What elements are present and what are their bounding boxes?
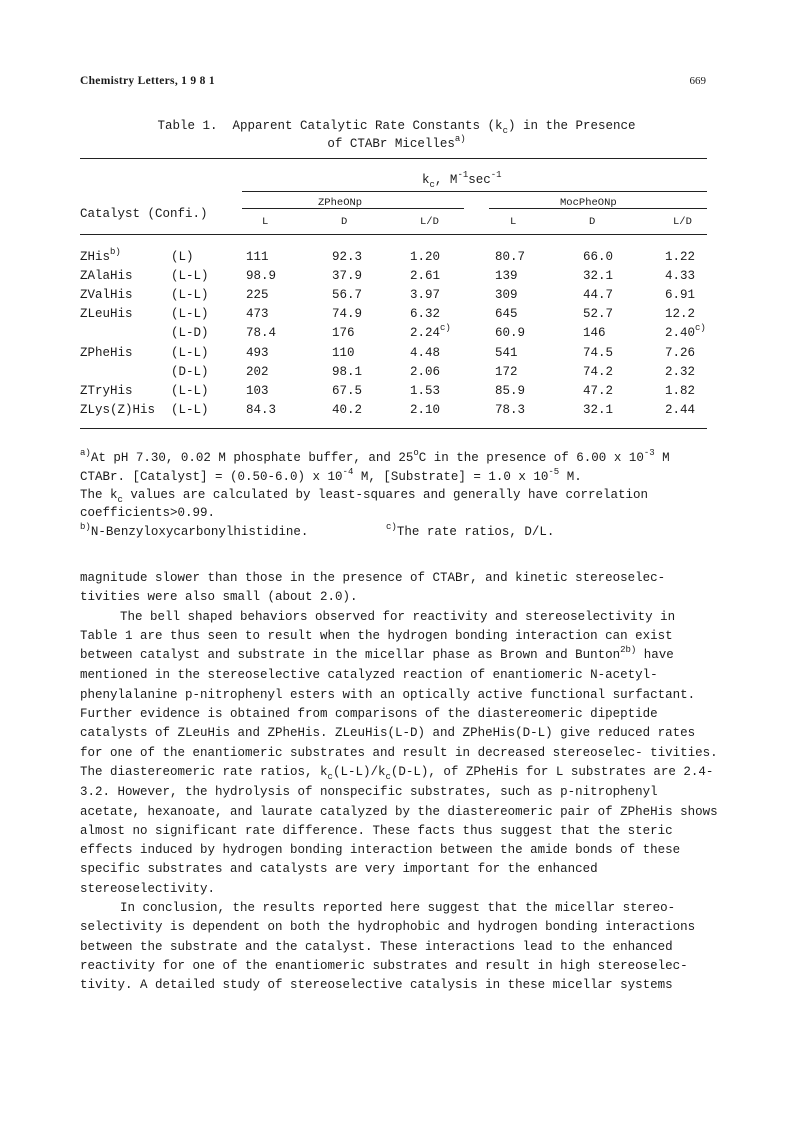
footnote-a-text: values are calculated by least-squares and generally have correlation: [122, 488, 649, 502]
cell-value: 98.9: [246, 269, 277, 284]
table-cell-r1: [410, 345, 440, 362]
cell-value: 47.2: [583, 383, 614, 398]
cell-value: 3.97: [410, 288, 441, 303]
table-cell-l1: [246, 249, 269, 265]
kc-sec: sec: [468, 173, 491, 187]
cell-footnote-sup: c): [695, 323, 706, 334]
cell-value: ZTryHis: [80, 383, 133, 398]
cell-value: 52.7: [583, 307, 614, 322]
cell-value: 40.2: [332, 402, 363, 417]
caption-prefix: Table 1.: [157, 119, 218, 133]
col-D2-header: D: [589, 216, 596, 228]
cell-value: 2.44: [665, 402, 696, 417]
table-cell-d2: [583, 345, 613, 361]
footnote-a-mark: a): [80, 448, 91, 458]
footnote-a-text: M.: [559, 470, 582, 484]
cell-value: 172: [495, 364, 518, 379]
footnote-c-text: The rate ratios, D/L.: [396, 525, 555, 539]
cell-value: (L-L): [171, 345, 209, 360]
table-cell-d2: [583, 268, 613, 284]
table-cell-d1: [332, 249, 362, 265]
paragraph-1: magnitude slower than those in the presence of CTABr, and kinetic stereoselec- tivities were also small (about 2.0).: [80, 571, 666, 605]
cell-value: 1.20: [410, 250, 441, 264]
table-cell-d2: [583, 249, 613, 265]
caption-sub: c: [502, 126, 508, 136]
cell-footnote-sup: c): [440, 323, 451, 334]
paragraph-2-text: The bell shaped behaviors observed for reactivity and stereoselectivity in Table 1 are thus seen to result when the hydrogen bonding interaction can exist between catalyst and substrate in the micellar phase as Brown and Bunton: [80, 609, 676, 663]
table-cell-d2: [583, 325, 606, 341]
cell-value: 2.06: [410, 364, 441, 379]
table-cell-conf: [171, 364, 209, 380]
cell-value: (L-L): [171, 269, 209, 284]
table-cell-r2: [665, 402, 695, 419]
table-cell-d1: [332, 306, 362, 322]
cell-value: 98.1: [332, 364, 363, 379]
col-L1-header: L: [262, 216, 269, 228]
cell-value: 32.1: [583, 402, 614, 417]
table-cell-cat: [80, 306, 133, 323]
cell-value: 4.33: [665, 269, 696, 284]
cell-value: 225: [246, 288, 269, 303]
table-cell-l2: [495, 345, 518, 361]
cell-value: 645: [495, 307, 518, 322]
table-cell-l1: [246, 402, 276, 418]
paragraph-3: In conclusion, the results reported here suggest that the micellar stereo- selectivity is dependent on both the hydrophobic and hydrogen bonding interactions between the substrate and the catalyst. These interactions lead to the enhanced reactivity for one of the enantiomeric substrates and result in high stereoselec- tivity. A detailed study of stereoselective catalysis in these micellar systems: [80, 901, 696, 993]
cell-value: 6.32: [410, 307, 441, 322]
col-LD1-header: L/D: [420, 216, 439, 228]
table-cell-r2: [665, 249, 695, 266]
subscript: c: [117, 495, 123, 505]
table-cell-l2: [495, 383, 525, 399]
cell-value: 2.10: [410, 402, 441, 417]
cell-value: ZPheHis: [80, 345, 133, 360]
degree-sup: o: [413, 448, 419, 458]
table-cell-l2: [495, 325, 525, 341]
table-cell-d2: [583, 383, 613, 399]
table-cell-l1: [246, 325, 276, 341]
kc-symbol: k: [422, 173, 430, 187]
table-cell-r1: [410, 325, 451, 342]
exponent: -3: [643, 448, 655, 458]
footnote-a-text: At pH 7.30, 0.02 M phosphate buffer, and 25: [90, 451, 414, 465]
footnote-b: [80, 524, 308, 541]
cell-value: 111: [246, 250, 269, 264]
table-cell-l2: [495, 402, 525, 418]
kc-exp2: -1: [490, 170, 502, 180]
table-cell-r1: [410, 402, 440, 419]
table-cell-r1: [410, 383, 440, 400]
group-rule: [242, 191, 707, 192]
cell-value: 67.5: [332, 383, 363, 398]
subscript: c: [327, 771, 333, 782]
table-cell-conf: [171, 306, 209, 322]
kc-exp1: -1: [457, 170, 469, 180]
table-cell-conf: [171, 249, 194, 265]
cell-footnote-sup: b): [110, 247, 121, 257]
exponent: -4: [342, 467, 354, 477]
footnote-c-mark: c): [386, 522, 397, 532]
cell-value: 176: [332, 326, 355, 341]
cell-value: 56.7: [332, 288, 363, 303]
cell-value: 541: [495, 345, 518, 360]
table-cell-r2: [665, 325, 706, 342]
cell-value: 78.3: [495, 402, 526, 417]
cell-value: 85.9: [495, 383, 526, 398]
table-bottom-rule: [80, 428, 707, 429]
table-cell-r2: [665, 383, 695, 400]
table-cell-cat: [80, 383, 133, 400]
table-cell-r1: [410, 249, 440, 266]
table-caption: [0, 117, 793, 136]
table-cell-conf: [171, 402, 209, 418]
cell-value: 146: [583, 326, 606, 341]
table-cell-l1: [246, 287, 269, 303]
cell-value: 60.9: [495, 326, 526, 341]
cell-value: ZHis: [80, 250, 111, 264]
cell-value: ZAlaHis: [80, 269, 133, 284]
cell-value: 1.82: [665, 383, 696, 398]
footnote-a-line4: coefficients>0.99.: [80, 506, 216, 520]
footnote-a-line2: [80, 469, 582, 486]
cell-value: 7.26: [665, 345, 696, 360]
cell-value: ZValHis: [80, 288, 133, 303]
exponent: -5: [548, 467, 560, 477]
cell-value: 6.91: [665, 288, 696, 303]
table-cell-conf: [171, 268, 209, 284]
cell-value: 92.3: [332, 250, 363, 264]
table-cell-r2: [665, 268, 695, 285]
table-cell-d2: [583, 306, 613, 322]
cell-value: 74.5: [583, 345, 614, 360]
paragraph-2-text: (L-L)/k: [332, 764, 386, 779]
cell-value: (L-L): [171, 288, 209, 303]
footnote-a-text: C in the presence of 6.00 x 10: [418, 451, 644, 465]
table-cell-l1: [246, 345, 269, 361]
caption-text-1b: ) in the Presence: [507, 119, 636, 133]
paragraph-2-text: (D-L), of ZPheHis for L substrates are 2.4-3.2. However, the hydrolysis of nonspecific substrates, such as p-nitrophenyl acetate, hexanoate, and laurate catalyzed by the diastereomeric pair of ZPheHis shows almost no significant rate difference. These facts thus suggest that the steric effects induced by hydrogen bonding interaction between the amide bonds of these specific substrates and catalysts are very important for the enhanced stereoselectivity.: [80, 764, 718, 896]
paragraph-2-text: have mentioned in the stereoselective catalyzed reaction of enantiomeric N-acetyl- phenylalanine p-nitrophenyl esters with an optically active functional surfactant. Further evidence is obtained from comparisons of the diastereomeric dipeptide catalysts of ZLeuHis and ZPheHis. ZLeuHis(L-D) and ZPheHis(D-L) give reduced rates for one of the enantiomeric substrates and result in decreased stereoselec- tivities. The diastereomeric rate ratios, k: [80, 648, 718, 779]
table-cell-r2: [665, 287, 695, 304]
kc-units: , M: [434, 173, 458, 187]
cell-value: (D-L): [171, 364, 209, 379]
cell-value: 493: [246, 345, 269, 360]
table-cell-cat: [80, 345, 133, 362]
cell-value: 84.3: [246, 402, 277, 417]
table-cell-l1: [246, 268, 276, 284]
col-catalyst-header: Catalyst (Confi.): [80, 207, 208, 221]
table-cell-l2: [495, 268, 518, 284]
cell-value: 12.2: [665, 307, 696, 322]
kc-sub: c: [429, 180, 435, 190]
cell-value: 473: [246, 307, 269, 322]
table-cell-d1: [332, 287, 362, 303]
header-bottom-rule: [80, 234, 707, 235]
cell-value: 1.22: [665, 250, 696, 264]
table-top-rule: [80, 158, 707, 159]
table-cell-r2: [665, 345, 695, 362]
cell-value: 80.7: [495, 250, 526, 264]
table-cell-l1: [246, 306, 269, 322]
footnote-a-text: M: [654, 451, 670, 465]
footnote-a-text: M, [Substrate] = 1.0 x 10: [353, 470, 549, 484]
caption-sup: a): [454, 134, 466, 144]
caption-text-2: of CTABr Micelles: [327, 137, 455, 151]
table-cell-r2: [665, 364, 695, 381]
cell-value: 32.1: [583, 269, 614, 284]
col-L2-header: L: [510, 216, 517, 228]
table-cell-d1: [332, 325, 355, 341]
table-cell-cat: [80, 249, 121, 266]
cell-value: (L): [171, 250, 194, 264]
cell-value: (L-D): [171, 326, 209, 341]
table-cell-cat: [80, 268, 133, 285]
table-cell-conf: [171, 325, 209, 341]
cell-value: 37.9: [332, 269, 363, 284]
cell-value: ZLeuHis: [80, 307, 133, 322]
table-cell-d2: [583, 364, 613, 380]
table-cell-conf: [171, 383, 209, 399]
footnote-b-mark: b): [80, 522, 91, 532]
table-cell-r1: [410, 268, 440, 285]
cell-value: 2.32: [665, 364, 696, 379]
kc-header: [422, 172, 502, 189]
table-cell-l1: [246, 364, 269, 380]
group1-header: ZPheONp: [318, 197, 363, 209]
cell-value: 66.0: [583, 250, 614, 264]
cell-value: 202: [246, 364, 269, 379]
cell-value: 4.48: [410, 345, 441, 360]
table-cell-d1: [332, 364, 362, 380]
table-cell-r2: [665, 306, 695, 323]
table-cell-d1: [332, 345, 355, 361]
table-caption-line2: [0, 135, 793, 154]
table-cell-d1: [332, 383, 362, 399]
table-cell-l2: [495, 249, 525, 265]
cell-value: 139: [495, 269, 518, 284]
footnote-a-line3: [80, 487, 648, 504]
cell-value: ZLys(Z)His: [80, 402, 156, 417]
table-cell-cat: [80, 287, 133, 304]
table-cell-r1: [410, 364, 440, 381]
table-cell-d2: [583, 287, 613, 303]
footnote-a-line1: [80, 450, 670, 467]
footnote-c: [386, 524, 554, 541]
table-cell-l1: [246, 383, 269, 399]
table-cell-d1: [332, 402, 362, 418]
cell-value: 110: [332, 345, 355, 360]
col-LD2-header: L/D: [673, 216, 692, 228]
col-D1-header: D: [341, 216, 348, 228]
footnote-a-text: The k: [80, 488, 118, 502]
table-cell-l2: [495, 364, 518, 380]
table-cell-l2: [495, 287, 518, 303]
cell-value: 2.61: [410, 269, 441, 284]
footnote-b-text: N-Benzyloxycarbonylhistidine.: [90, 525, 309, 539]
cell-value: 78.4: [246, 326, 277, 341]
paragraph-2: [80, 608, 720, 899]
table-cell-conf: [171, 287, 209, 303]
journal-header: Chemistry Letters, 1 9 8 1: [80, 75, 215, 87]
cell-value: 103: [246, 383, 269, 398]
cell-value: 1.53: [410, 383, 441, 398]
table-cell-r1: [410, 306, 440, 323]
table-cell-d1: [332, 268, 362, 284]
subscript: c: [385, 771, 391, 782]
cell-value: 74.9: [332, 307, 363, 322]
group2-header: MocPheONp: [560, 197, 617, 209]
cell-value: 44.7: [583, 288, 614, 303]
cell-value: 2.40: [665, 326, 696, 341]
page-number: 669: [689, 75, 706, 87]
cell-value: (L-L): [171, 383, 209, 398]
body-text: [80, 569, 720, 996]
table-cell-r1: [410, 287, 440, 304]
cell-value: (L-L): [171, 402, 209, 417]
table-cell-cat: [80, 402, 155, 419]
footnote-a-text: CTABr. [Catalyst] = (0.50-6.0) x 10: [80, 470, 343, 484]
table-cell-d2: [583, 402, 613, 418]
cell-value: 2.24: [410, 326, 441, 341]
reference-sup: 2b): [620, 645, 637, 656]
cell-value: (L-L): [171, 307, 209, 322]
caption-text-1: Apparent Catalytic Rate Constants (k: [232, 119, 503, 133]
table-cell-conf: [171, 345, 209, 361]
cell-value: 74.2: [583, 364, 614, 379]
table-cell-l2: [495, 306, 518, 322]
cell-value: 309: [495, 288, 518, 303]
